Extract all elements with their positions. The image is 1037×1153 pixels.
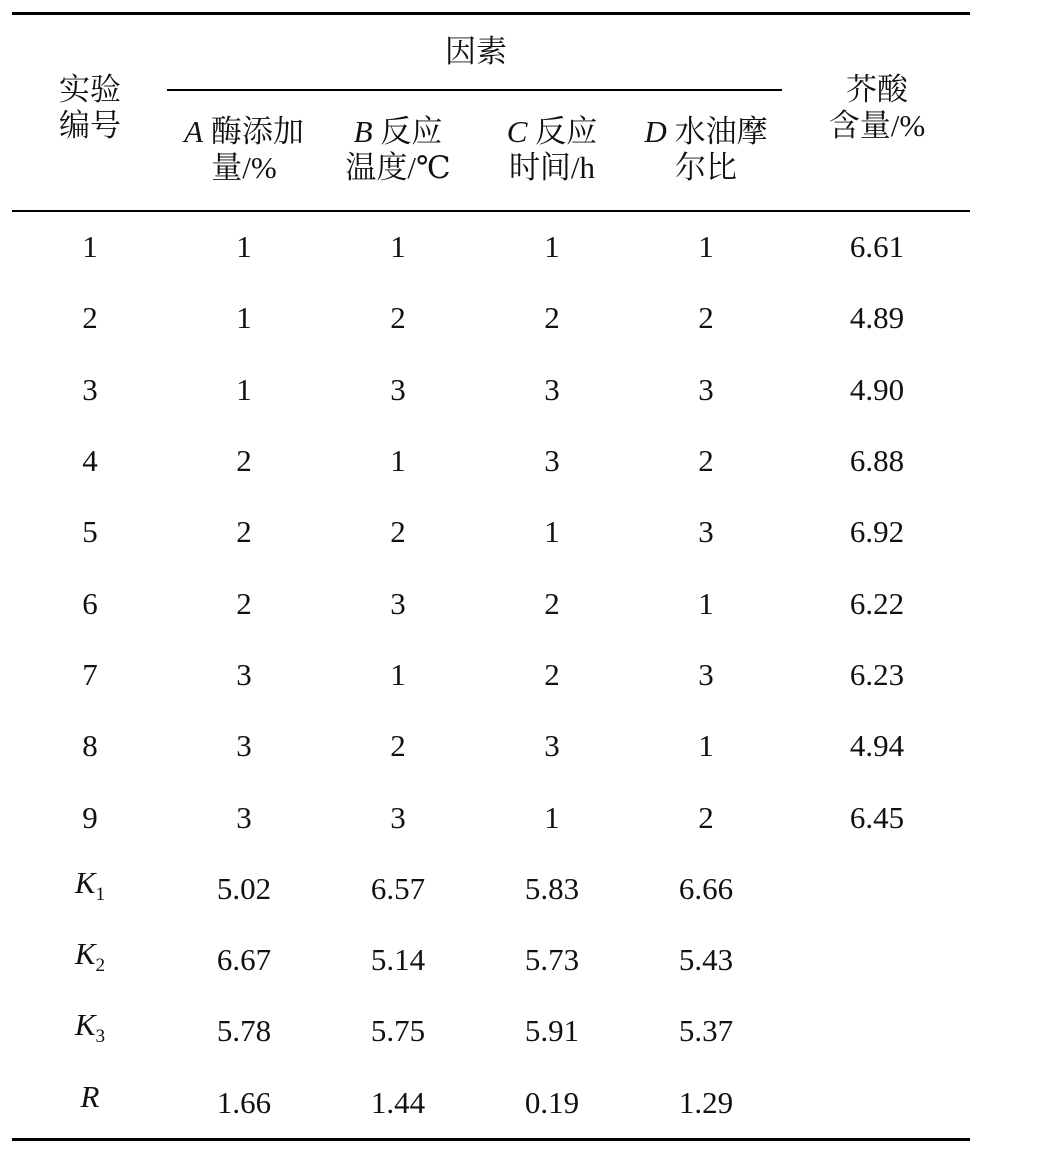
table-cell: 1 xyxy=(544,229,560,264)
stat-label: R xyxy=(80,1079,100,1115)
header-exp-no: 实验 编号 xyxy=(59,72,121,143)
table-cell: 5 xyxy=(82,514,98,549)
table-cell: 6.23 xyxy=(849,657,905,692)
table-cell: 5.75 xyxy=(370,1013,426,1048)
table-cell: 2 xyxy=(544,300,560,335)
table-cell: 3 xyxy=(82,372,98,407)
table-cell: 5.43 xyxy=(678,942,734,977)
header-result: 芥酸 含量/% xyxy=(828,72,926,143)
table-cell: 6.57 xyxy=(370,871,426,906)
table-cell: 6.67 xyxy=(216,942,272,977)
table-cell: 2 xyxy=(544,586,560,621)
table-cell: 2 xyxy=(544,657,560,692)
stat-label: $K_1$ xyxy=(74,865,106,905)
table-cell: 1.29 xyxy=(678,1085,734,1120)
table-cell: 5.14 xyxy=(370,942,426,977)
table-cell: 2 xyxy=(236,586,252,621)
table-cell: 1 xyxy=(698,229,714,264)
table-cell: 5.78 xyxy=(216,1013,272,1048)
table-cell: 1 xyxy=(82,229,98,264)
table-cell: 1 xyxy=(236,229,252,264)
table-cell: 6.92 xyxy=(849,514,905,549)
table-cell: 9 xyxy=(82,800,98,835)
table-cell: 8 xyxy=(82,728,98,763)
table-cell: 5.37 xyxy=(678,1013,734,1048)
factor-span-rule xyxy=(167,89,782,91)
table-cell: 6.22 xyxy=(849,586,905,621)
table-cell: 3 xyxy=(390,372,406,407)
table-cell: 6.88 xyxy=(849,443,905,478)
table-cell: 4.94 xyxy=(849,728,905,763)
header-factor-b: B 反应 温度/℃ xyxy=(345,114,451,185)
table-cell: 5.02 xyxy=(216,871,272,906)
bottom-rule xyxy=(12,1138,970,1141)
table-cell: 2 xyxy=(390,514,406,549)
header-factors: 因素 xyxy=(445,34,507,69)
table-cell: 7 xyxy=(82,657,98,692)
table-cell: 5.83 xyxy=(524,871,580,906)
table-cell: 2 xyxy=(390,728,406,763)
table-cell: 2 xyxy=(390,300,406,335)
table-cell: 6.61 xyxy=(849,229,905,264)
table-cell: 6 xyxy=(82,586,98,621)
table-cell: 2 xyxy=(698,800,714,835)
table-cell: 3 xyxy=(698,657,714,692)
table-cell: 2 xyxy=(236,443,252,478)
table-cell: 4.90 xyxy=(849,372,905,407)
table-cell: 3 xyxy=(390,800,406,835)
header-bottom-rule xyxy=(12,210,970,212)
table-cell: 3 xyxy=(544,372,560,407)
stat-label: $K_2$ xyxy=(74,936,106,976)
table-cell: 3 xyxy=(544,728,560,763)
table-cell: 5.73 xyxy=(524,942,580,977)
table-cell: 3 xyxy=(236,728,252,763)
table-cell: 1.66 xyxy=(216,1085,272,1120)
table-cell: 1 xyxy=(544,800,560,835)
table-cell: 1 xyxy=(698,586,714,621)
table-cell: 3 xyxy=(698,514,714,549)
table-cell: 3 xyxy=(236,800,252,835)
table-cell: 6.66 xyxy=(678,871,734,906)
table-cell: 1 xyxy=(236,300,252,335)
table-cell: 3 xyxy=(698,372,714,407)
table-cell: 2 xyxy=(698,443,714,478)
table-cell: 1.44 xyxy=(370,1085,426,1120)
table-cell: 1 xyxy=(390,443,406,478)
table-cell: 3 xyxy=(390,586,406,621)
table-cell: 0.19 xyxy=(524,1085,580,1120)
header-factor-c: C 反应 时间/h xyxy=(506,114,598,185)
table-cell: 1 xyxy=(544,514,560,549)
table-cell: 1 xyxy=(236,372,252,407)
table-cell: 1 xyxy=(698,728,714,763)
table-cell: 1 xyxy=(390,229,406,264)
header-factor-d: D 水油摩 尔比 xyxy=(644,114,768,185)
table-cell: 4 xyxy=(82,443,98,478)
table-cell: 2 xyxy=(82,300,98,335)
table-cell: 1 xyxy=(390,657,406,692)
table-cell: 2 xyxy=(698,300,714,335)
table-cell: 3 xyxy=(236,657,252,692)
top-rule xyxy=(12,12,970,15)
table-cell: 5.91 xyxy=(524,1013,580,1048)
header-factor-a: A 酶添加 量/% xyxy=(184,114,304,185)
stat-label: $K_3$ xyxy=(74,1007,106,1047)
table-cell: 4.89 xyxy=(849,300,905,335)
table-cell: 6.45 xyxy=(849,800,905,835)
table-cell: 2 xyxy=(236,514,252,549)
table-cell: 3 xyxy=(544,443,560,478)
